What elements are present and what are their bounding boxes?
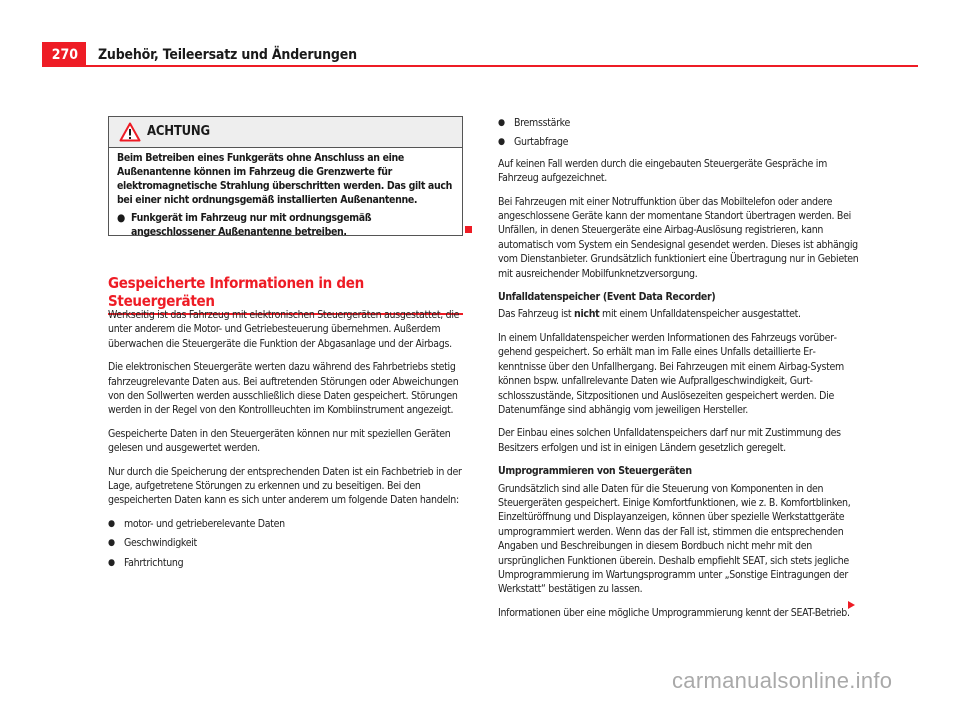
warning-triangle-icon bbox=[119, 122, 141, 142]
list-item bbox=[498, 116, 860, 130]
list-item-text: Gurtabfrage bbox=[514, 136, 569, 149]
warning-bullet-text: Funkgerät im Fahrzeug nur mit ordnungsgemäß angeschlossener Außenantenne betreiben. bbox=[131, 212, 372, 238]
warning-body bbox=[109, 148, 462, 239]
right-column bbox=[498, 116, 860, 629]
warning-title: ACHTUNG bbox=[147, 124, 210, 139]
continue-arrow-icon bbox=[848, 601, 855, 609]
paragraph: Grundsätzlich sind alle Daten für die Steuerung von Komponenten in den Steuergeräten gespeichert. Einige Komfortfunktionen, wie z. B. Komfortblinken, Einzeltüröffnung und Displayanzeigen, können über spezielle Werkstattgeräte umprogrammiert werden. Wenn das der Fall ist, stimmen die entsprechenden Angaben und Beschreibungen in diesem Bordbuch nicht mehr mit den ursprünglichen Funktionen überein. Deshalb empfiehlt SEAT, sich stets jegliche Umprogrammierung im Wartungsprogramm unter „Sonstige Eintragungen der Werkstatt“ bestätigen zu lassen. bbox=[498, 482, 851, 596]
page-number: 270 bbox=[42, 42, 86, 66]
text-span: Das Fahrzeug ist bbox=[498, 308, 575, 321]
paragraph: Die elektronischen Steuergeräte werten dazu während des Fahrbetriebs stetig fahrzeugrelevante Daten aus. Bei auftretenden Störungen oder Abweichungen von den Sollwerten werden ausschließlich diese Daten gespeichert. Störungen werden in der Regel von den Kontrollleuchten im Kombiinstrument angezeigt. bbox=[108, 361, 459, 417]
list-item bbox=[108, 556, 468, 570]
subheading-event-data-recorder: Unfalldatenspeicher (Event Data Recorder) bbox=[498, 291, 716, 304]
list-item-text: Geschwindigkeit bbox=[124, 537, 197, 550]
left-column bbox=[108, 308, 468, 575]
list-item-text: Fahrtrichtung bbox=[124, 556, 184, 569]
bullet-icon: ● bbox=[108, 538, 115, 549]
data-list bbox=[108, 517, 468, 570]
header-rule bbox=[42, 65, 918, 67]
bullet-icon: ● bbox=[117, 212, 125, 224]
subheading-reprogramming: Umprogrammieren von Steuergeräten bbox=[498, 465, 692, 478]
warning-text: Beim Betreiben eines Funkgeräts ohne Anschluss an eine Außenantenne können im Fahrzeug die Grenzwerte für elektromagnetische Strahlung überschritten werden. Das gilt auch bei einer nicht ordnungsgemäß installierten Außenantenne. bbox=[117, 152, 452, 206]
paragraph: Nur durch die Speicherung der entsprechenden Daten ist ein Fachbetrieb in der Lage, aufgetretene Störungen zu erkennen und zu beseitigen. Bei den gespeicherten Daten kann es sich unter anderem um folgende Daten handeln: bbox=[108, 465, 462, 507]
paragraph: In einem Unfalldatenspeicher werden Informationen des Fahrzeugs vorübergehend gespeichert. So erhält man im Falle eines Unfalls detaillierte Erkenntnisse über den Unfallhergang. Bei Fahrzeugen mit einem Airbag-System können bspw. unfallrelevante Daten wie Aufprallgeschwindigkeit, Gurtschlosszustände, Sitzpositionen und Auslösezeiten gespeichert werden. Die Datenumfänge sind abhängig vom jeweiligen Hersteller. bbox=[498, 331, 844, 416]
paragraph: Werkseitig ist das Fahrzeug mit elektronischen Steuergeräten ausgestattet, die unter anderem die Motor- und Getriebesteuerung übernehmen. Außerdem überwachen die Steuergeräte die Funktion der Abgasanlage und der Airbags. bbox=[108, 309, 460, 350]
paragraph: Informationen über eine mögliche Umprogrammierung kennt der SEAT-Betrieb. bbox=[498, 606, 850, 619]
warning-header bbox=[109, 117, 462, 148]
list-item bbox=[108, 536, 468, 550]
watermark: carmanualsonline.info bbox=[672, 668, 893, 693]
list-item bbox=[498, 135, 860, 149]
paragraph bbox=[498, 307, 860, 321]
emphasis-text: nicht bbox=[574, 308, 600, 321]
page-title: Zubehör, Teileersatz und Änderungen bbox=[98, 47, 357, 63]
paragraph: Bei Fahrzeugen mit einer Notruffunktion über das Mobiltelefon oder andere angeschlossene Geräte kann der momentane Standort übertragen werden. Bei Unfällen, in denen Steuergeräte eine Airbag-Auslösung registrieren, kann automatisch vom System ein Sendesignal gesendet werden. Dieses ist abhängig vom Dienstanbieter. Grundsätzlich funktioniert eine Übertragung nur in Gebieten mit ausreichender Mobilfunknetzversorgung. bbox=[498, 195, 859, 280]
paragraph: Auf keinen Fall werden durch die eingebauten Steuergeräte Gespräche im Fahrzeug aufgezeichnet. bbox=[498, 157, 827, 185]
list-item-text: motor- und getrieberelevante Daten bbox=[124, 517, 285, 530]
section-end-marker-icon bbox=[465, 226, 472, 233]
bullet-icon: ● bbox=[108, 557, 115, 568]
bullet-icon: ● bbox=[498, 118, 505, 128]
paragraph: Gespeicherte Daten in den Steuergeräten können nur mit speziellen Geräten gelesen und ausgewertet werden. bbox=[108, 427, 451, 455]
text-span: mit einem Unfalldatenspeicher ausgestattet. bbox=[599, 308, 801, 321]
paragraph: Der Einbau eines solchen Unfalldatenspeichers darf nur mit Zustimmung des Besitzers erfolgen und ist in einigen Ländern gesetzlich geregelt. bbox=[498, 427, 841, 454]
list-item-text: Bremsstärke bbox=[514, 117, 570, 129]
section-heading: Gespeicherte Informationen in den Steuergeräten bbox=[108, 274, 463, 315]
data-list-continued bbox=[498, 116, 860, 150]
bullet-icon: ● bbox=[498, 137, 505, 148]
list-item bbox=[108, 517, 468, 531]
bullet-icon: ● bbox=[108, 518, 115, 529]
warning-bullet bbox=[117, 211, 456, 239]
warning-box bbox=[108, 116, 463, 236]
